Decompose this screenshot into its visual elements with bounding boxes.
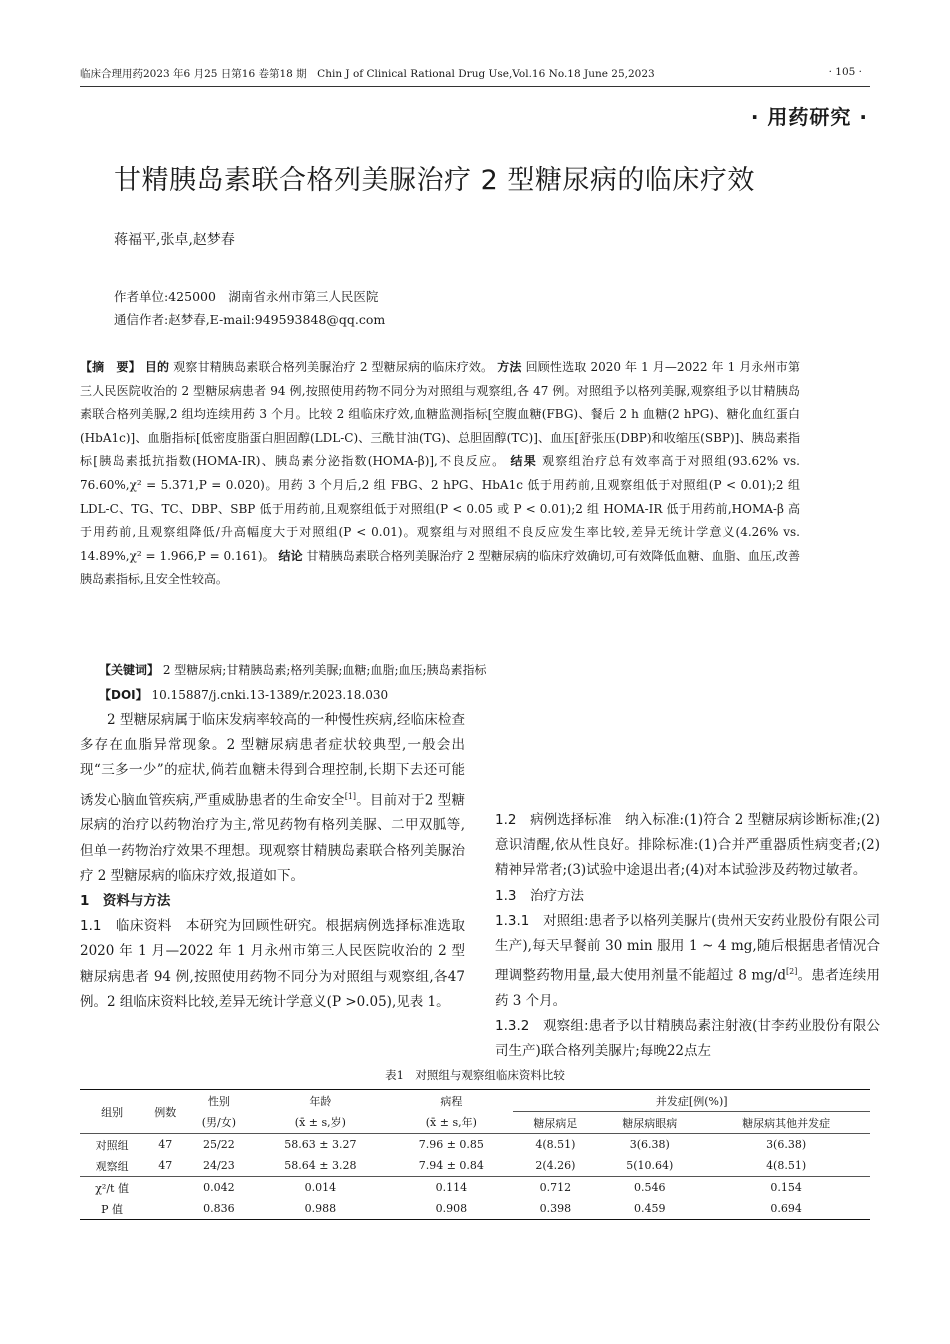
cell-n: 47 [158,1159,173,1172]
heading-1-3-2: 1.3.2 观察组: [495,1018,589,1035]
heading-1-3-1: 1.3.1 对照组: [495,912,589,929]
affiliation: 作者单位:425000 湖南省永州市第三人民医院 [114,289,379,304]
col-subheader-comp2: 糖尿病眼病 [597,1112,702,1134]
author-info [114,285,385,331]
body-column-left [80,708,465,1015]
cell-comp2: 0.459 [597,1198,702,1220]
keywords [99,661,487,678]
abstract-label: 【摘 要】 [80,360,141,374]
doi [99,686,388,703]
cell-sex: 0.836 [186,1198,251,1220]
col-header-age: 年龄 [252,1090,390,1112]
text-1-1: 本研究为回顾性研究。根据病例选择标准选取 2020 年 1 月—2022 年 1 月永州市第三人民医院收治的 2 型糖尿病患者 94 例,按照使用药物不同分为对照组与观察组,各47 例。2 组临床资料比较,差异无统计学意义(P >0.05),见表 1。 [80,918,465,1010]
col-subheader-course: (x̄ ± s,年) [389,1112,513,1134]
paragraph-1-1 [80,914,465,1015]
cell-comp1: 0.398 [513,1198,597,1220]
methods-text: 回顾性选取 2020 年 1 月—2022 年 1 月永州市第三人民医院收治的 2 型糖尿病患者 94 例,按照使用药物不同分为对照组与观察组,各 47 例。对照组予以格列美脲,观察组予以甘精胰岛素联合格列美脲,2 组均连续用药 3 个月。比较 2 组临床疗效,血糖监测指标[空腹血糖(FBG)、餐后 2 h 血糖(2 hPG)、糖化血红蛋白(HbA1c)]、血脂指标[低密度脂蛋白胆固醇(LDL-C)、三酰甘油(TG)、总胆固醇(TC)]、血压[舒张压(DBP)和收缩压(SBP)]、胰岛素指标[胰岛素抵抗指数(HOMA-IR)、胰岛素分泌指数(HOMA-β)],不良反应。 [80,360,800,469]
objective-label: 目的 [144,360,170,374]
citation-ref-2: [2] [786,967,798,977]
table-row [80,1155,870,1177]
text-1-3-2: 患者予以甘精胰岛素注射液(甘李药业股份有限公司生产)联合格列美脲片;每晚22点左 [495,1018,880,1060]
table-row [80,1134,870,1156]
cell-course: 0.908 [389,1198,513,1220]
cell-n: 47 [158,1138,173,1151]
cell-course: 7.94 ± 0.84 [418,1159,484,1172]
citation-ref: [1] [344,791,357,801]
cell-group: 观察组 [95,1159,129,1173]
authors: 蒋福平,张卓,赵梦春 [114,232,235,248]
keywords-label: 【关键词】 [99,663,160,677]
clinical-data-table [80,1089,870,1220]
methods-label: 方法 [497,360,522,374]
abstract [80,356,800,592]
cell-stat-label: P 值 [80,1198,144,1220]
col-subheader-sex: (男/女) [186,1112,251,1134]
cell-age: 0.988 [252,1198,390,1220]
table-caption: 表1 对照组与观察组临床资料比较 [385,1068,565,1082]
cell-comp2: 5(10.64) [626,1159,674,1172]
cell-course: 7.96 ± 0.85 [418,1138,484,1151]
text-1-3-1: 患者予以格列美脲片(贵州天安药业股份有限公司生产),每天早餐前 30 min 服用 1 ~ 4 mg,随后根据患者情况合理调整药物用量,最大使用剂量不能超过 8 mg/d [495,912,880,984]
col-subheader-comp3: 糖尿病其他并发症 [702,1112,870,1134]
heading-1-1: 1.1 临床资料 [80,918,172,935]
text-1-2: 纳入标准:(1)符合 2 型糖尿病诊断标准;(2)意识清醒,依从性良好。排除标准:(1)合并严重器质性病变者;(2)精神异常者;(3)试验中途退出者;(4)对本试验涉及药物过敏者。 [495,812,880,879]
intro-text: 2 型糖尿病属于临床发病率较高的一种慢性疾病,经临床检查多存在血脂异常现象。2 型糖尿病患者症状较典型,一般会出现“三多一少”的症状,倘若血糖未得到合理控制,长期下去还可能诱发心脑血管疾病,严重威胁患者的生命安全 [80,712,465,809]
cell-comp3: 0.154 [702,1177,870,1199]
intro-paragraph [80,708,465,889]
cell-comp1: 2(4.26) [535,1159,576,1172]
cell-sex: 25/22 [203,1138,235,1151]
cell-comp3: 0.694 [702,1198,870,1220]
keywords-text: 2 型糖尿病;甘精胰岛素;格列美脲;血糖;血脂;血压;胰岛素指标 [162,663,487,677]
cell-sex: 24/23 [203,1159,235,1172]
cell-age: 58.63 ± 3.27 [284,1138,357,1151]
body-column-right [495,708,880,1065]
conclusion-text: 甘精胰岛素联合格列美脲治疗 2 型糖尿病的临床疗效确切,可有效降低血糖、血脂、血压,改善胰岛素指标,且安全性较高。 [80,548,800,587]
cell-age: 58.64 ± 3.28 [284,1159,357,1172]
col-header-complications: 并发症[例(%)] [513,1090,870,1112]
doi-text: 10.15887/j.cnki.13-1389/r.2023.18.030 [151,688,389,702]
table-row-stat [80,1198,870,1220]
cell-empty [144,1177,186,1199]
cell-sex: 0.042 [186,1177,251,1199]
paragraph-1-2 [495,808,880,884]
cell-comp1: 4(8.51) [535,1138,576,1151]
cell-comp2: 0.546 [597,1177,702,1199]
conclusion-label: 结论 [278,548,303,563]
doi-label: 【DOI】 [99,688,148,702]
col-subheader-age: (x̄ ± s,岁) [252,1112,390,1134]
section-label: · 用药研究 · [750,105,868,129]
col-header-group: 组别 [80,1090,144,1134]
corresponding-author: 通信作者:赵梦春,E-mail:949593848@qq.com [114,312,386,327]
cell-comp3: 4(8.51) [766,1159,807,1172]
intro-text-cont: 。目前对于2 型糖尿病的治疗以药物治疗为主,常见药物有格列美脲、二甲双胍等,但单一药物治疗效果不理想。现观察甘精胰岛素联合格列美脲治疗 2 型糖尿病的临床疗效,报道如下。 [80,792,465,884]
paragraph-1-3-1 [495,909,880,1014]
cell-comp3: 3(6.38) [766,1138,807,1151]
page-number: · 105 · [828,66,862,78]
running-header [80,64,870,87]
cell-group: 对照组 [95,1138,129,1152]
article-title: 甘精胰岛素联合格列美脲治疗 2 型糖尿病的临床疗效 [114,165,755,196]
results-text: 观察组治疗总有效率高于对照组(93.62% vs. 76.60%,χ² = 5.371,P = 0.020)。用药 3 个月后,2 组 FBG、2 hPG、HbA1c 低于用药前,且观察组低于对照组(P < 0.01);2 组 LDL-C、TG、TC、DBP、SBP 低于用药前,且观察组低于对照组(P < 0.05 或 P < 0.01);2 组 HOMA-IR 低于用药前,HOMA-β 高于用药前,且观察组降低/升高幅度大于对照组(P < 0.01)。观察组与对照组不良反应发生率比较,差异无统计学意义(4.26% vs. 14.89%,χ² = 1.966,P = 0.161)。 [80,454,800,563]
journal-info: 临床合理用药2023 年6 月25 日第16 卷第18 期 Chin J of Clinical Rational Drug Use,Vol.16 No.18 June 25,2023 [80,68,655,80]
heading-methods: 1 资料与方法 [80,892,171,909]
text-1-3-1-end: 。患者连续用药 3 个月。 [495,967,881,1009]
col-subheader-comp1: 糖尿病足 [513,1112,597,1134]
cell-stat-label: χ²/t 值 [80,1177,144,1199]
paragraph-1-3-2 [495,1014,880,1064]
col-header-course: 病程 [389,1090,513,1112]
col-header-n: 例数 [144,1090,186,1134]
cell-comp1: 0.712 [513,1177,597,1199]
heading-1-2: 1.2 病例选择标准 [495,812,612,828]
cell-course: 0.114 [389,1177,513,1199]
cell-empty [144,1198,186,1220]
cell-comp2: 3(6.38) [629,1138,670,1151]
table-row-stat [80,1177,870,1199]
cell-age: 0.014 [252,1177,390,1199]
objective-text: 观察甘精胰岛素联合格列美脲治疗 2 型糖尿病的临床疗效。 [173,360,494,374]
results-label: 结果 [510,454,538,469]
heading-1-3: 1.3 治疗方法 [495,887,584,904]
col-header-sex: 性别 [186,1090,251,1112]
